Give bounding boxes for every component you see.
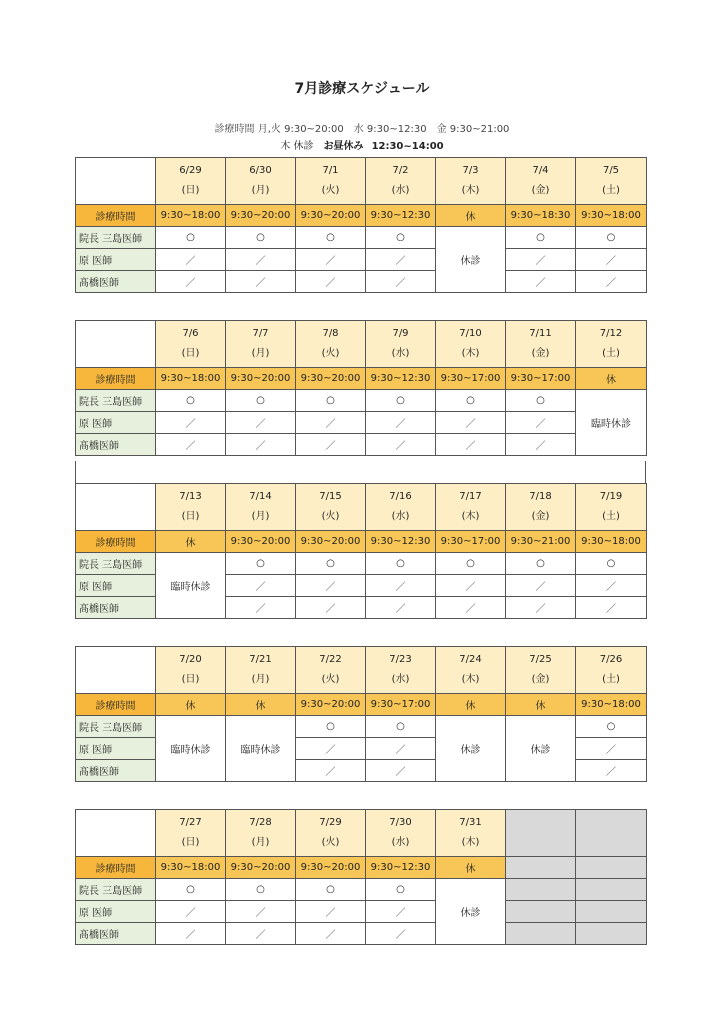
absent-mark: ／ bbox=[576, 597, 647, 619]
doctor-row bbox=[76, 923, 647, 945]
present-mark: ○ bbox=[506, 390, 576, 412]
week-table bbox=[75, 809, 647, 945]
hours-cell: 9:30~12:30 bbox=[366, 205, 436, 227]
corner-cell bbox=[76, 484, 156, 531]
present-mark: ○ bbox=[296, 879, 366, 901]
weekday-label: (金) bbox=[531, 185, 550, 196]
hours-cell: 休 bbox=[436, 694, 506, 716]
absent-mark: ／ bbox=[506, 271, 576, 293]
date-label: 7/21 bbox=[249, 654, 272, 665]
weekday-label: (土) bbox=[602, 185, 620, 196]
closed-cell: 休診 bbox=[506, 716, 576, 782]
weekday-label: (月) bbox=[251, 674, 270, 685]
date-row bbox=[76, 158, 647, 205]
weekday-label: (土) bbox=[602, 674, 620, 685]
doctor-label: 院長 三島医師 bbox=[76, 390, 156, 412]
hours-cell: 休 bbox=[506, 694, 576, 716]
weekday-label: (火) bbox=[321, 185, 340, 196]
doctor-row bbox=[76, 271, 647, 293]
absent-mark: ／ bbox=[226, 434, 296, 456]
date-cell bbox=[366, 647, 436, 694]
absent-mark: ／ bbox=[156, 412, 226, 434]
date-label: 7/5 bbox=[602, 165, 620, 176]
date-label: 7/26 bbox=[599, 654, 623, 665]
date-label: 7/13 bbox=[179, 491, 202, 502]
present-mark: ○ bbox=[156, 879, 226, 901]
page-title: 7月診療スケジュール bbox=[294, 81, 430, 97]
hours-label: 診療時間 bbox=[76, 205, 156, 227]
present-mark: ○ bbox=[366, 716, 436, 738]
date-cell bbox=[366, 321, 436, 368]
absent-mark: ／ bbox=[576, 575, 647, 597]
date-label: 7/7 bbox=[252, 328, 269, 339]
weekday-label: (月) bbox=[251, 348, 270, 359]
date-cell bbox=[226, 158, 296, 205]
doctor-label: 原 医師 bbox=[76, 901, 156, 923]
hours-label: 診療時間 bbox=[76, 694, 156, 716]
absent-mark: ／ bbox=[576, 760, 647, 782]
present-mark: ○ bbox=[576, 716, 647, 738]
present-mark: ○ bbox=[156, 227, 226, 249]
hours-cell: 9:30~18:00 bbox=[576, 694, 647, 716]
hours-row bbox=[76, 368, 647, 390]
absent-mark: ／ bbox=[296, 249, 366, 271]
date-label: 7/4 bbox=[532, 165, 549, 176]
corner-cell bbox=[76, 810, 156, 857]
date-cell bbox=[226, 810, 296, 857]
weekday-label: (木) bbox=[461, 348, 480, 359]
hours-cell: 休 bbox=[156, 694, 226, 716]
absent-mark: ／ bbox=[366, 760, 436, 782]
present-mark: ○ bbox=[296, 553, 366, 575]
hours-cell: 9:30~17:00 bbox=[436, 531, 506, 553]
date-cell bbox=[226, 647, 296, 694]
absent-mark: ／ bbox=[296, 901, 366, 923]
absent-mark: ／ bbox=[436, 575, 506, 597]
absent-mark: ／ bbox=[366, 575, 436, 597]
doctor-label: 髙橋医師 bbox=[76, 271, 156, 293]
present-mark: ○ bbox=[506, 553, 576, 575]
absent-mark: ／ bbox=[506, 434, 576, 456]
hours-label: 診療時間 bbox=[76, 857, 156, 879]
date-row bbox=[76, 810, 647, 857]
absent-mark: ／ bbox=[296, 434, 366, 456]
date-cell bbox=[156, 484, 226, 531]
date-row bbox=[76, 321, 647, 368]
weekday-label: (土) bbox=[602, 511, 620, 522]
closed-cell: 臨時休診 bbox=[576, 390, 647, 456]
present-mark: ○ bbox=[366, 390, 436, 412]
doctor-row bbox=[76, 227, 647, 249]
absent-mark: ／ bbox=[576, 271, 647, 293]
week-table bbox=[75, 483, 647, 619]
present-mark: ○ bbox=[296, 716, 366, 738]
hours-cell: 9:30~18:00 bbox=[156, 368, 226, 390]
week-table bbox=[75, 157, 647, 293]
closed-cell: 休診 bbox=[436, 227, 506, 293]
weekday-label: (水) bbox=[391, 185, 410, 196]
weekday-label: (木) bbox=[461, 674, 480, 685]
doctor-label: 院長 三島医師 bbox=[76, 553, 156, 575]
doctor-label: 院長 三島医師 bbox=[76, 716, 156, 738]
hours-cell: 9:30~17:00 bbox=[506, 368, 576, 390]
date-label: 7/19 bbox=[599, 491, 623, 502]
absent-mark: ／ bbox=[296, 760, 366, 782]
present-mark: ○ bbox=[226, 390, 296, 412]
absent-mark: ／ bbox=[296, 412, 366, 434]
absent-mark: ／ bbox=[366, 597, 436, 619]
hours-cell: 休 bbox=[436, 857, 506, 879]
weekday-label: (月) bbox=[251, 511, 270, 522]
empty-cell bbox=[576, 879, 647, 901]
date-cell bbox=[436, 810, 506, 857]
empty-cell bbox=[506, 810, 576, 857]
weekday-label: (水) bbox=[391, 348, 410, 359]
present-mark: ○ bbox=[156, 390, 226, 412]
present-mark: ○ bbox=[226, 553, 296, 575]
weekday-label: (火) bbox=[321, 511, 340, 522]
weekday-label: (火) bbox=[321, 837, 340, 848]
absent-mark: ／ bbox=[296, 738, 366, 760]
absent-mark: ／ bbox=[156, 434, 226, 456]
closed-cell: 臨時休診 bbox=[156, 716, 226, 782]
date-label: 7/12 bbox=[599, 328, 623, 339]
weekday-label: (月) bbox=[251, 185, 270, 196]
weekday-label: (木) bbox=[461, 511, 480, 522]
absent-mark: ／ bbox=[366, 923, 436, 945]
weekday-label: (土) bbox=[602, 348, 620, 359]
absent-mark: ／ bbox=[366, 901, 436, 923]
doctor-row bbox=[76, 249, 647, 271]
closed-cell: 休診 bbox=[436, 716, 506, 782]
date-cell bbox=[296, 810, 366, 857]
corner-cell bbox=[76, 321, 156, 368]
hours-cell: 9:30~20:00 bbox=[296, 857, 366, 879]
date-cell bbox=[576, 158, 647, 205]
empty-cell bbox=[506, 857, 576, 879]
present-mark: ○ bbox=[226, 879, 296, 901]
corner-cell bbox=[76, 158, 156, 205]
doctor-label: 髙橋医師 bbox=[76, 760, 156, 782]
lunch-time: 12:30~14:00 bbox=[371, 141, 444, 152]
doctor-row bbox=[76, 412, 647, 434]
date-cell bbox=[226, 484, 296, 531]
date-cell bbox=[296, 158, 366, 205]
weekday-label: (日) bbox=[181, 674, 200, 685]
date-label: 7/28 bbox=[249, 817, 272, 828]
date-label: 7/15 bbox=[319, 491, 342, 502]
doctor-label: 院長 三島医師 bbox=[76, 879, 156, 901]
date-cell bbox=[436, 158, 506, 205]
hours-cell: 9:30~18:00 bbox=[156, 205, 226, 227]
date-label: 6/29 bbox=[179, 165, 202, 176]
doctor-label: 髙橋医師 bbox=[76, 434, 156, 456]
doctor-label: 院長 三島医師 bbox=[76, 227, 156, 249]
date-cell bbox=[226, 321, 296, 368]
hours-cell: 9:30~12:30 bbox=[366, 857, 436, 879]
doctor-label: 原 医師 bbox=[76, 575, 156, 597]
hours-cell: 9:30~12:30 bbox=[366, 368, 436, 390]
date-label: 7/9 bbox=[392, 328, 409, 339]
hours-cell: 9:30~18:00 bbox=[576, 205, 647, 227]
absent-mark: ／ bbox=[506, 412, 576, 434]
date-cell bbox=[296, 321, 366, 368]
empty-cell bbox=[576, 923, 647, 945]
absent-mark: ／ bbox=[366, 434, 436, 456]
date-cell bbox=[506, 647, 576, 694]
empty-cell bbox=[506, 901, 576, 923]
weekday-label: (月) bbox=[251, 837, 270, 848]
hours-cell: 9:30~20:00 bbox=[226, 531, 296, 553]
absent-mark: ／ bbox=[226, 901, 296, 923]
date-label: 7/20 bbox=[179, 654, 202, 665]
weekday-label: (日) bbox=[181, 185, 200, 196]
date-cell bbox=[436, 484, 506, 531]
absent-mark: ／ bbox=[366, 738, 436, 760]
hours-cell: 9:30~18:30 bbox=[506, 205, 576, 227]
weekday-label: (火) bbox=[321, 674, 340, 685]
absent-mark: ／ bbox=[296, 271, 366, 293]
doctor-row bbox=[76, 390, 647, 412]
doctor-label: 髙橋医師 bbox=[76, 923, 156, 945]
closed-cell: 臨時休診 bbox=[226, 716, 296, 782]
absent-mark: ／ bbox=[506, 249, 576, 271]
weekday-label: (金) bbox=[531, 348, 550, 359]
hours-cell: 9:30~20:00 bbox=[226, 857, 296, 879]
date-cell bbox=[366, 810, 436, 857]
date-cell bbox=[436, 647, 506, 694]
date-label: 7/25 bbox=[529, 654, 552, 665]
weekday-label: (水) bbox=[391, 837, 410, 848]
date-cell bbox=[156, 321, 226, 368]
closed-day: 木 休診 bbox=[280, 141, 314, 152]
date-cell bbox=[156, 647, 226, 694]
date-label: 7/3 bbox=[462, 165, 479, 176]
hours-cell: 休 bbox=[226, 694, 296, 716]
hours-cell: 9:30~18:00 bbox=[156, 857, 226, 879]
date-cell bbox=[576, 484, 647, 531]
absent-mark: ／ bbox=[156, 271, 226, 293]
doctor-label: 原 医師 bbox=[76, 412, 156, 434]
date-label: 7/2 bbox=[392, 165, 409, 176]
present-mark: ○ bbox=[576, 227, 647, 249]
absent-mark: ／ bbox=[226, 597, 296, 619]
hours-cell: 9:30~17:00 bbox=[436, 368, 506, 390]
present-mark: ○ bbox=[366, 227, 436, 249]
date-label: 7/27 bbox=[179, 817, 202, 828]
empty-cell bbox=[506, 879, 576, 901]
present-mark: ○ bbox=[366, 879, 436, 901]
date-cell bbox=[296, 647, 366, 694]
date-label: 7/14 bbox=[249, 491, 272, 502]
date-cell bbox=[296, 484, 366, 531]
absent-mark: ／ bbox=[506, 575, 576, 597]
hours-cell: 9:30~20:00 bbox=[296, 205, 366, 227]
weekday-label: (木) bbox=[461, 837, 480, 848]
empty-cell bbox=[506, 923, 576, 945]
doctor-row bbox=[76, 553, 647, 575]
date-label: 7/30 bbox=[389, 817, 412, 828]
absent-mark: ／ bbox=[366, 249, 436, 271]
date-cell bbox=[576, 647, 647, 694]
absent-mark: ／ bbox=[156, 923, 226, 945]
absent-mark: ／ bbox=[296, 575, 366, 597]
date-cell bbox=[506, 321, 576, 368]
absent-mark: ／ bbox=[226, 271, 296, 293]
date-label: 7/23 bbox=[389, 654, 412, 665]
closed-cell: 臨時休診 bbox=[156, 553, 226, 619]
date-label: 6/30 bbox=[249, 165, 272, 176]
absent-mark: ／ bbox=[156, 901, 226, 923]
date-label: 7/8 bbox=[322, 328, 339, 339]
weekday-label: (水) bbox=[391, 674, 410, 685]
hours-cell: 9:30~17:00 bbox=[366, 694, 436, 716]
weekday-label: (木) bbox=[461, 185, 480, 196]
doctor-row bbox=[76, 901, 647, 923]
week-separator bbox=[75, 461, 646, 483]
week-table bbox=[75, 646, 647, 782]
present-mark: ○ bbox=[296, 390, 366, 412]
hours-cell: 9:30~20:00 bbox=[296, 531, 366, 553]
date-cell bbox=[506, 158, 576, 205]
absent-mark: ／ bbox=[436, 597, 506, 619]
hours-row bbox=[76, 531, 647, 553]
present-mark: ○ bbox=[366, 553, 436, 575]
lunch-label: お昼休み bbox=[323, 141, 364, 152]
date-label: 7/1 bbox=[322, 165, 339, 176]
week-table bbox=[75, 320, 647, 456]
weekday-label: (日) bbox=[181, 511, 200, 522]
absent-mark: ／ bbox=[436, 412, 506, 434]
absent-mark: ／ bbox=[226, 249, 296, 271]
date-cell bbox=[366, 484, 436, 531]
hours-row bbox=[76, 205, 647, 227]
present-mark: ○ bbox=[436, 390, 506, 412]
doctor-row bbox=[76, 879, 647, 901]
present-mark: ○ bbox=[296, 227, 366, 249]
hours-cell: 休 bbox=[436, 205, 506, 227]
absent-mark: ／ bbox=[576, 738, 647, 760]
date-label: 7/29 bbox=[319, 817, 342, 828]
hours-cell: 9:30~21:00 bbox=[506, 531, 576, 553]
present-mark: ○ bbox=[506, 227, 576, 249]
weekday-label: (金) bbox=[531, 511, 550, 522]
weekday-label: (日) bbox=[181, 348, 200, 359]
absent-mark: ／ bbox=[296, 923, 366, 945]
corner-cell bbox=[76, 647, 156, 694]
doctor-label: 原 医師 bbox=[76, 249, 156, 271]
doctor-row bbox=[76, 716, 647, 738]
absent-mark: ／ bbox=[226, 575, 296, 597]
doctor-row bbox=[76, 434, 647, 456]
empty-cell bbox=[576, 901, 647, 923]
absent-mark: ／ bbox=[506, 597, 576, 619]
empty-cell bbox=[576, 810, 647, 857]
absent-mark: ／ bbox=[366, 271, 436, 293]
date-row bbox=[76, 484, 647, 531]
date-cell bbox=[366, 158, 436, 205]
hours-cell: 9:30~18:00 bbox=[576, 531, 647, 553]
hours-row bbox=[76, 857, 647, 879]
date-label: 7/6 bbox=[182, 328, 199, 339]
date-cell bbox=[576, 321, 647, 368]
date-label: 7/31 bbox=[459, 817, 482, 828]
present-mark: ○ bbox=[576, 553, 647, 575]
weekday-label: (金) bbox=[531, 674, 550, 685]
absent-mark: ／ bbox=[226, 923, 296, 945]
date-cell bbox=[436, 321, 506, 368]
date-row bbox=[76, 647, 647, 694]
hours-cell: 休 bbox=[156, 531, 226, 553]
hours-cell: 9:30~20:00 bbox=[226, 368, 296, 390]
absent-mark: ／ bbox=[366, 412, 436, 434]
weekday-label: (日) bbox=[181, 837, 200, 848]
hours-cell: 9:30~20:00 bbox=[296, 694, 366, 716]
hours-cell: 9:30~20:00 bbox=[226, 205, 296, 227]
empty-cell bbox=[576, 857, 647, 879]
present-mark: ○ bbox=[436, 553, 506, 575]
doctor-label: 原 医師 bbox=[76, 738, 156, 760]
date-label: 7/18 bbox=[529, 491, 552, 502]
absent-mark: ／ bbox=[226, 412, 296, 434]
hours-cell: 休 bbox=[576, 368, 647, 390]
weekday-label: (火) bbox=[321, 348, 340, 359]
date-label: 7/24 bbox=[459, 654, 482, 665]
closed-cell: 休診 bbox=[436, 879, 506, 945]
date-label: 7/17 bbox=[459, 491, 482, 502]
hours-row bbox=[76, 694, 647, 716]
hours-label: 診療時間 bbox=[76, 531, 156, 553]
absent-mark: ／ bbox=[576, 249, 647, 271]
date-cell bbox=[506, 484, 576, 531]
date-label: 7/11 bbox=[529, 328, 552, 339]
absent-mark: ／ bbox=[296, 597, 366, 619]
closed-info bbox=[0, 137, 724, 152]
weekday-label: (水) bbox=[391, 511, 410, 522]
date-cell bbox=[156, 158, 226, 205]
doctor-label: 髙橋医師 bbox=[76, 597, 156, 619]
hours-label: 診療時間 bbox=[76, 368, 156, 390]
date-label: 7/16 bbox=[389, 491, 412, 502]
date-cell bbox=[156, 810, 226, 857]
date-label: 7/10 bbox=[459, 328, 482, 339]
absent-mark: ／ bbox=[156, 249, 226, 271]
present-mark: ○ bbox=[226, 227, 296, 249]
hours-cell: 9:30~20:00 bbox=[296, 368, 366, 390]
hours-cell: 9:30~12:30 bbox=[366, 531, 436, 553]
hours-info: 診療時間 月,火 9:30~20:00 水 9:30~12:30 金 9:30~21:00 bbox=[214, 124, 510, 135]
absent-mark: ／ bbox=[436, 434, 506, 456]
date-label: 7/22 bbox=[319, 654, 342, 665]
